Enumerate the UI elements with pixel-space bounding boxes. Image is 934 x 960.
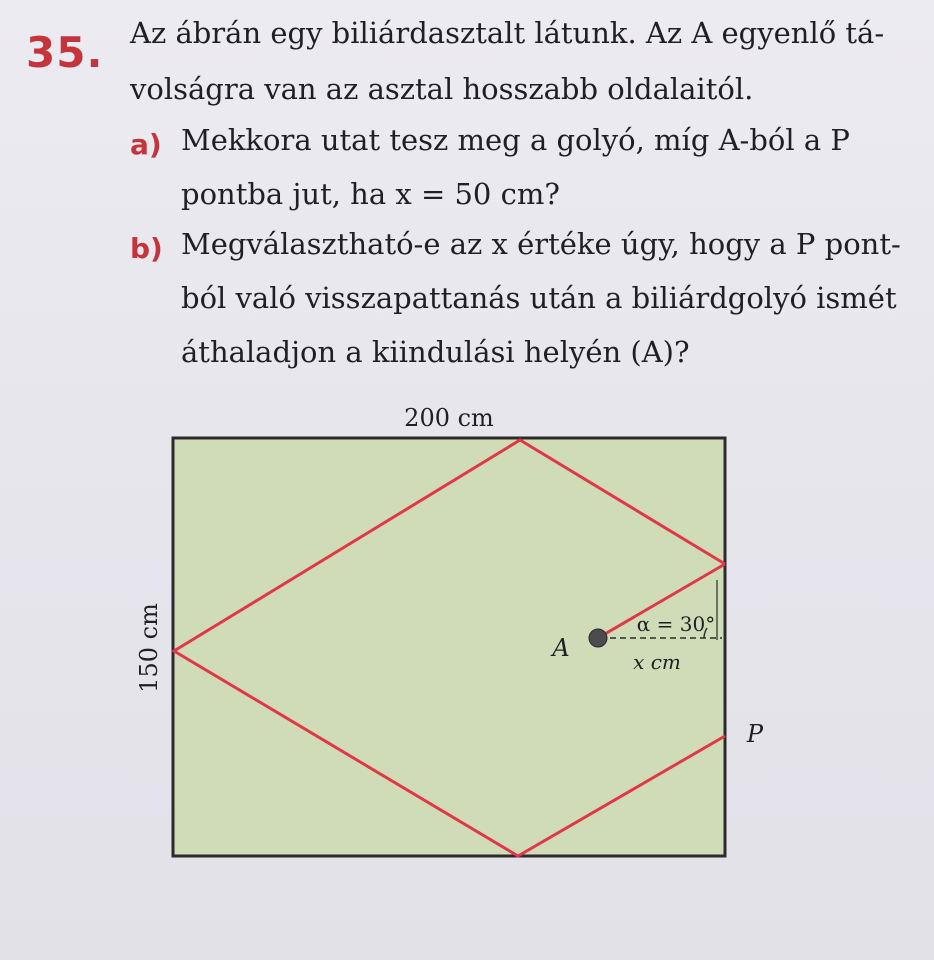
statement-line-2: volságra van az asztal hosszabb oldalaitól. — [130, 72, 754, 106]
billiard-table — [173, 438, 725, 856]
distance-label: x cm — [633, 650, 681, 674]
part-b-line-2: ból való visszapattanás után a biliárdgolyó ismét — [181, 281, 897, 315]
point-a-label: A — [552, 634, 570, 662]
part-b-label: b) — [130, 232, 163, 265]
width-label: 200 cm — [404, 404, 494, 432]
height-label: 150 cm — [135, 603, 163, 693]
angle-label: α = 30° — [636, 612, 716, 636]
problem-number-dot: . — [86, 28, 104, 77]
part-a-line-2: pontba jut, ha x = 50 cm? — [181, 177, 560, 211]
part-b-line-1: Megválasztható-e az x értéke úgy, hogy a P pont- — [181, 227, 901, 261]
statement-line-1: Az ábrán egy biliárdasztalt látunk. Az A egyenlő tá- — [130, 16, 885, 50]
part-a-label: a) — [130, 128, 162, 161]
part-a-line-1: Mekkora utat tesz meg a golyó, míg A-ból a P — [181, 123, 850, 157]
part-b-line-3: áthaladjon a kiindulási helyén (A)? — [181, 335, 690, 369]
ball-point-a — [589, 629, 607, 647]
problem-number-digits: 35 — [26, 28, 87, 77]
point-p-label: P — [746, 720, 764, 748]
